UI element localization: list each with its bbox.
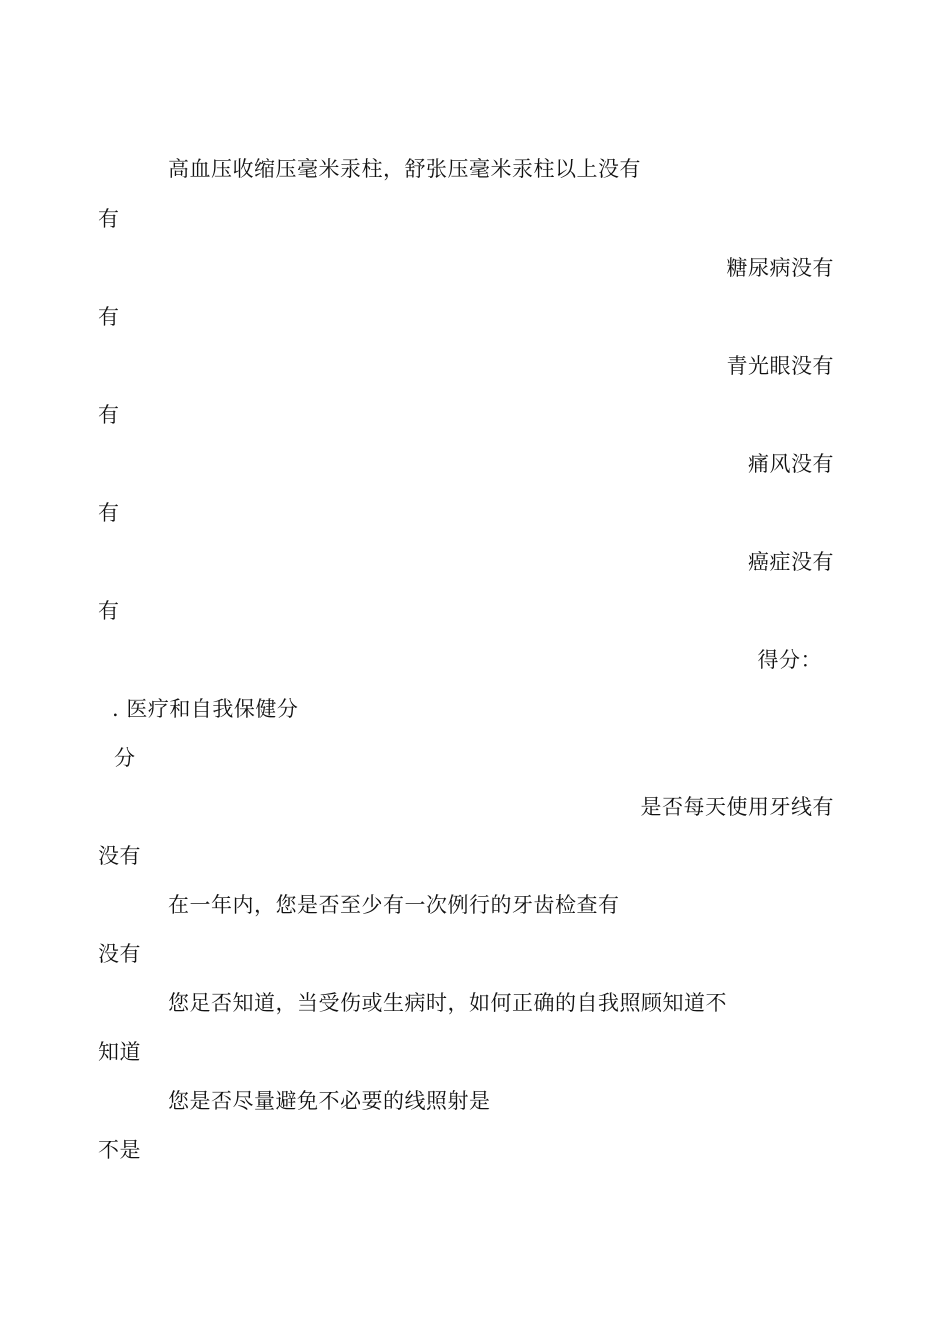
floss-question: 是否每天使用牙线有	[640, 795, 834, 819]
cancer-question: 癌症没有	[748, 550, 834, 574]
score-label: 得分：	[757, 648, 822, 672]
xray-question: 您是否尽量避免不必要的线照射是	[168, 1089, 491, 1113]
glaucoma-answer: 有	[98, 403, 120, 427]
hypertension-answer: 有	[98, 207, 120, 231]
dental-answer: 没有	[98, 942, 141, 966]
cancer-answer: 有	[98, 599, 120, 623]
section-title: . 医疗和自我保健分	[112, 697, 299, 721]
dental-question: 在一年内，您是否至少有一次例行的牙齿检查有	[168, 893, 620, 917]
diabetes-question: 糖尿病没有	[726, 256, 834, 280]
hypertension-question: 高血压收缩压毫米汞柱，舒张压毫米汞柱以上没有	[168, 157, 641, 181]
selfcare-question: 您足否知道，当受伤或生病时，如何正确的自我照顾知道不	[168, 991, 727, 1015]
floss-answer: 没有	[98, 844, 141, 868]
gout-question: 痛风没有	[748, 452, 834, 476]
selfcare-answer: 知道	[98, 1040, 141, 1064]
xray-answer: 不是	[98, 1138, 141, 1162]
gout-answer: 有	[98, 501, 120, 525]
diabetes-answer: 有	[98, 305, 120, 329]
section-score: 分	[114, 746, 136, 770]
glaucoma-question: 青光眼没有	[726, 354, 834, 378]
